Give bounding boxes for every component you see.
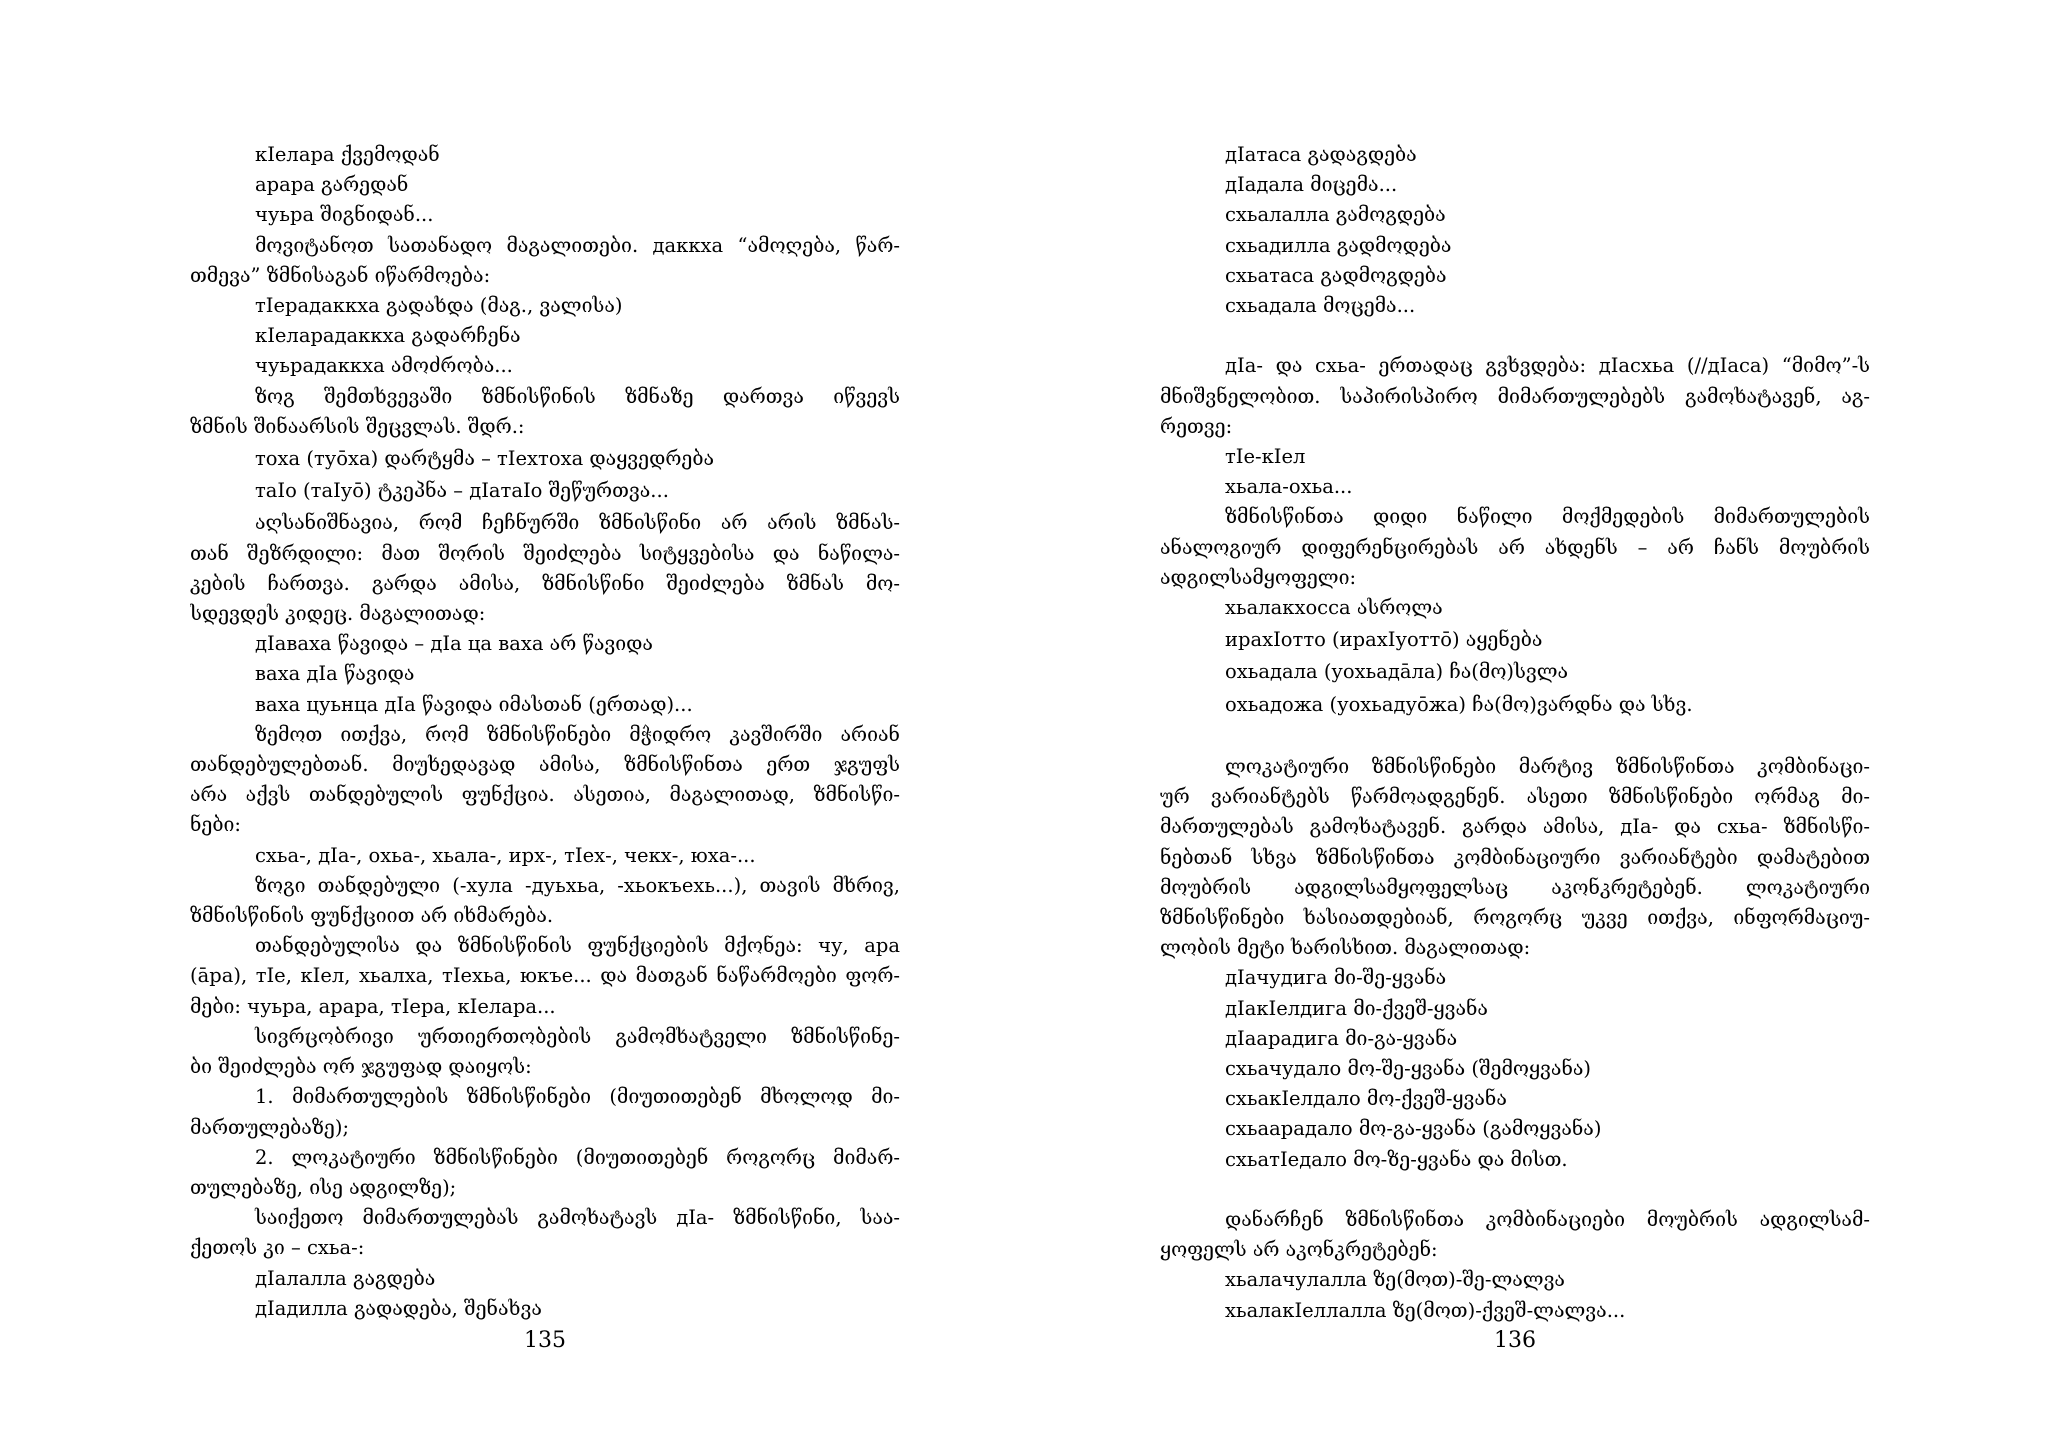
text-line: дIадилла გადადება, შენახვა — [255, 1296, 542, 1320]
text-line: სივრცობრივი ურთიერთობების გამომხატველი ზმნისწინე- — [255, 1024, 900, 1048]
text-line: თან შეზრდილი: მათ შორის შეიძლება სიტყვებისა და ნაწილა- — [190, 541, 900, 565]
text-line: თანდებულებთან. მიუხედავად ამისა, ზმნისწინთა ერთ ჯგუფს — [190, 753, 900, 777]
text-line: чуьрадаккха ამოძრობა... — [255, 354, 513, 378]
text-line: ზმნისწინის ფუნქციით არ იხმარება. — [190, 904, 554, 928]
text-line: ყოფელს არ აკონკრეტებენ: — [1160, 1238, 1438, 1262]
text-line: ზოგ შემთხვევაში ზმნისწინის ზმნაზე დართვა იწვევს — [255, 384, 900, 408]
text-line: кIеларадаккха გადარჩენა — [255, 324, 521, 348]
text-line: მართულებას გამოხატავენ. გარდა ამისა, дIа- და схьа- ზმნისწი- — [1160, 815, 1870, 839]
right-page-number: 136 — [1494, 1328, 1536, 1353]
text-line — [1160, 321, 1870, 351]
text-line: ваха дIа წავიდა — [255, 662, 415, 686]
text-line: ურ ვარიანტებს წარმოადგენენ. ასეთი ზმნისწინები ორმაგ მი- — [1160, 785, 1870, 809]
text-line: საიქეთო მიმართულებას გამოხატავს дIа- ზმნისწინი, საა- — [255, 1206, 900, 1230]
text-line: არა აქვს თანდებულის ფუნქცია. ასეთია, მაგალითად, ზმნისწი- — [190, 783, 900, 807]
text-line: ლობის მეტი ხარისხით. მაგალითად: — [1160, 936, 1531, 960]
text-line: რეთვე: — [1160, 414, 1233, 438]
text-line: таIо (таIуō) ტკეპნა – дIатаIо შეწურთვა... — [255, 479, 669, 503]
text-line — [1160, 722, 1870, 752]
text-line: дIакIелдига მი-ქვეშ-ყვანა — [1225, 996, 1488, 1020]
text-line: 2. ლოკატიური ზმნისწინები (მიუთითებენ როგორც მიმარ- — [255, 1145, 900, 1169]
text-line: схьадала მოცემა... — [1225, 294, 1416, 318]
text-line: дIадала მიცემა... — [1225, 173, 1398, 197]
text-line: თმევა” ზმნისაგან იწარმოება: — [190, 263, 491, 287]
text-line: схьакIелдало მო-ქვეშ-ყვანა — [1225, 1087, 1507, 1111]
text-line: კების ჩართვა. გარდა ამისა, ზმნისწინი შეიძლება ზმნას მო- — [190, 571, 900, 595]
text-line: дIа- და схьа- ერთადაც გვხვდება: дIасхьа (//дIаса) “მიმო”-ს — [1225, 354, 1870, 378]
text-line: схьаарадало მო-გა-ყვანა (გამოყვანა) — [1225, 1117, 1602, 1141]
text-line: აღსანიშნავია, რომ ჩეჩნურში ზმნისწინი არ არის ზმნას- — [255, 511, 900, 535]
text-line: ნები: — [190, 813, 241, 837]
text-line: (āра), тIе, кIел, хьалха, тIехьа, юкъе... და მათგან ნაწარმოები ფორ- — [190, 964, 900, 988]
text-line: ადგილსამყოფელი: — [1160, 565, 1357, 589]
text-line: მნიშვნელობით. საპირისპირო მიმართულებებს გამოხატავენ, აგ- — [1160, 384, 1870, 408]
text-line: ზმნისწინები ხასიათდებიან, როგორც უკვე ითქვა, ინფორმაციუ- — [1160, 906, 1870, 930]
text-line: მები: чуьра, арара, тIера, кIелара... — [190, 994, 556, 1018]
text-line: схьалалла გამოგდება — [1225, 203, 1446, 227]
text-line: ваха цуьнца дIа წავიდა იმასთან (ერთად)... — [255, 692, 693, 716]
right-page-text — [1160, 140, 1870, 1326]
text-line: охьадала (уохьадāла) ჩა(მო)სვლა — [1225, 660, 1569, 684]
text-line: ზოგი თანდებული (-хула -дуьхьа, -хьокъехь...), თავის მხრივ, — [255, 873, 900, 897]
text-line: схьачудало მო-შე-ყვანა (შემოყვანა) — [1225, 1057, 1592, 1081]
text-line: дIатаса გადაგდება — [1225, 143, 1417, 166]
left-page — [190, 140, 900, 1370]
left-page-text — [190, 140, 900, 1324]
text-line: тIерадаккха გადახდა (მაგ., ვალისა) — [255, 294, 623, 318]
text-line: ზემოთ ითქვა, რომ ზმნისწინები მჭიდრო კავშირში არიან — [255, 722, 900, 746]
text-line: хьалачулалла ზე(მოთ)-შე-ლალვა — [1225, 1268, 1565, 1292]
text-line: тIе-кIел — [1225, 445, 1306, 469]
text-line: დანარჩენ ზმნისწინთა კომბინაციები მოუბრის ადგილსამ- — [1225, 1208, 1870, 1232]
text-line: ирахIотто (ирахIуоттō) აყენება — [1225, 628, 1543, 652]
text-line: ქეთოს კი – схьа-: — [190, 1236, 365, 1260]
text-line: მოვიტანოთ სათანადო მაგალითები. даккха “ამოღება, წარ- — [255, 233, 900, 257]
text-line: თულებაზე, ისე ადგილზე); — [190, 1175, 457, 1199]
text-line: дIалалла გაგდება — [255, 1266, 436, 1290]
text-line: хьала-охьа... — [1225, 475, 1353, 499]
text-line — [1160, 1175, 1870, 1205]
text-line: дIаарадига მი-გა-ყვანა — [1225, 1026, 1458, 1050]
text-line: охьадожа (уохьадуōжа) ჩა(მო)ვარდნა და სხვ. — [1225, 692, 1693, 716]
text-line: хьалакIеллалла ზე(მოთ)-ქვეშ-ლალვა... — [1225, 1298, 1626, 1322]
text-line: схьадилла გადმოდება — [1225, 233, 1452, 257]
text-line: 1. მიმართულების ზმნისწინები (მიუთითებენ მხოლოდ მი- — [255, 1085, 900, 1109]
text-line: ნებთან სხვა ზმნისწინთა კომბინაციური ვარიანტები დამატებით — [1160, 845, 1870, 869]
right-page — [1160, 140, 1870, 1370]
text-line: схьатаса გადმოგდება — [1225, 263, 1447, 287]
text-line: чуьра შიგნიდან... — [255, 203, 434, 227]
text-line: арара გარედან — [255, 173, 409, 197]
text-line: მართულებაზე); — [190, 1115, 350, 1139]
text-line: дIаваха წავიდა – дIа ца ваха არ წავიდა — [255, 632, 653, 656]
text-line: хьалакхосса ასროლა — [1225, 596, 1443, 620]
text-line: ანალოგიურ დიფერენცირებას არ ახდენს – არ ჩანს მოუბრის — [1160, 535, 1870, 559]
text-line: схьатIедало მო-ზე-ყვანა და მისთ. — [1225, 1147, 1568, 1171]
text-line: схьа-, дIа-, охьа-, хьала-, ирх-, тIех-, чекх-, юха-... — [255, 843, 756, 867]
text-line: дIачудига მი-შე-ყვანა — [1225, 966, 1447, 990]
left-page-number: 135 — [524, 1328, 566, 1353]
text-line: ზმნის შინაარსის შეცვლას. შდრ.: — [190, 414, 525, 438]
text-line: თანდებულისა და ზმნისწინის ფუნქციების მქონეა: чу, ара — [255, 934, 900, 958]
text-line: სდევდეს კიდეც. მაგალითად: — [190, 602, 486, 626]
text-line: тоха (туōха) დარტყმა – тIехтоха დაყვედრება — [255, 447, 715, 471]
text-line: ზმნისწინთა დიდი ნაწილი მოქმედების მიმართულების — [1225, 505, 1870, 529]
text-line: ლოკატიური ზმნისწინები მარტივ ზმნისწინთა კომბინაცი- — [1225, 755, 1870, 779]
text-line: მოუბრის ადგილსამყოფელსაც აკონკრეტებენ. ლოკატიური — [1160, 875, 1870, 899]
text-line: ბი შეიძლება ორ ჯგუფად დაიყოს: — [190, 1055, 532, 1079]
text-line: кIелара ქვემოდან — [255, 143, 440, 166]
